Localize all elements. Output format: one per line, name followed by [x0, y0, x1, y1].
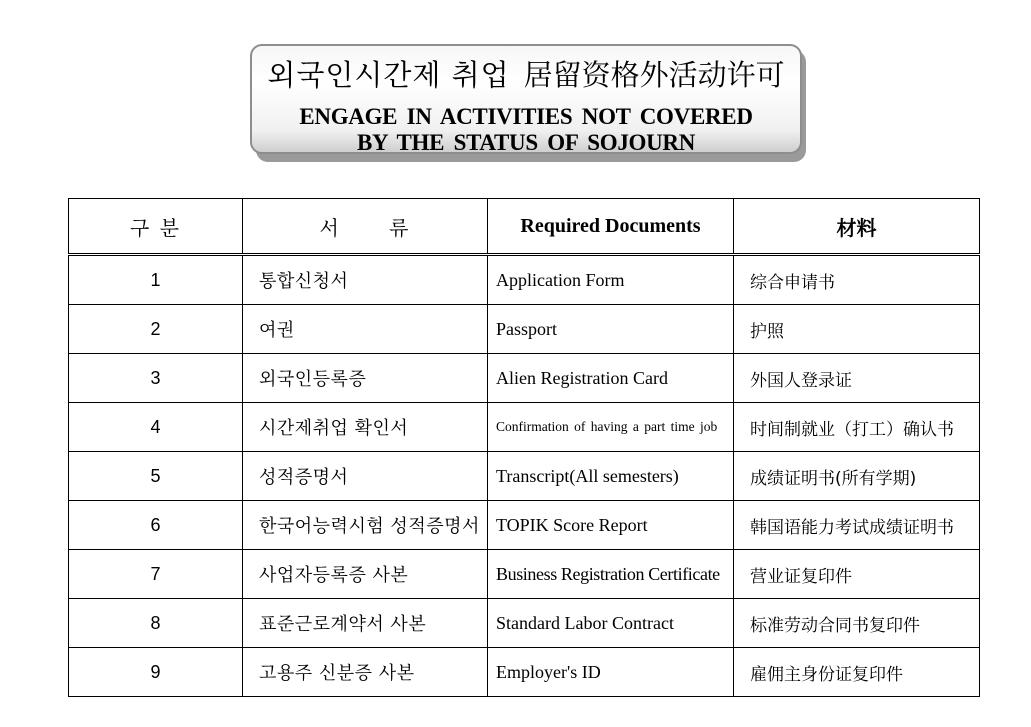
row-document-english: Application Form	[488, 255, 734, 305]
banner-title-row	[252, 56, 800, 94]
row-document-english: Passport	[488, 305, 734, 354]
row-document-chinese: 成绩证明书(所有学期)	[734, 452, 980, 501]
row-document-english: Standard Labor Contract	[488, 599, 734, 648]
row-document-chinese: 标准劳动合同书复印件	[734, 599, 980, 648]
table-row	[69, 452, 980, 501]
header-documents-korean: 서 류	[243, 199, 488, 255]
row-document-english: TOPIK Score Report	[488, 501, 734, 550]
table-row	[69, 648, 980, 697]
row-document-korean: 시간제취업 확인서	[243, 403, 488, 452]
row-document-korean: 외국인등록증	[243, 354, 488, 403]
header-number: 구 분	[69, 199, 243, 255]
row-document-korean: 고용주 신분증 사본	[243, 648, 488, 697]
banner-title-chinese: 居留资格外活动许可	[523, 58, 785, 92]
row-number: 8	[69, 599, 243, 648]
table-row	[69, 599, 980, 648]
row-document-chinese: 时间制就业（打工）确认书	[734, 403, 980, 452]
row-number: 7	[69, 550, 243, 599]
table-row	[69, 403, 980, 452]
table-header-row	[69, 199, 980, 255]
required-documents-table	[68, 198, 980, 697]
row-document-korean: 성적증명서	[243, 452, 488, 501]
row-document-chinese: 营业证复印件	[734, 550, 980, 599]
title-banner	[250, 44, 802, 154]
row-document-korean: 표준근로계약서 사본	[243, 599, 488, 648]
row-document-chinese: 韩国语能力考试成绩证明书	[734, 501, 980, 550]
row-document-korean: 한국어능력시험 성적증명서	[243, 501, 488, 550]
row-number: 5	[69, 452, 243, 501]
row-document-english: Alien Registration Card	[488, 354, 734, 403]
row-number: 9	[69, 648, 243, 697]
row-document-chinese: 综合申请书	[734, 255, 980, 305]
table-row	[69, 255, 980, 305]
row-document-korean: 통합신청서	[243, 255, 488, 305]
table-row	[69, 305, 980, 354]
row-document-english: Confirmation of having a part time job	[488, 403, 734, 452]
row-document-chinese: 雇佣主身份证复印件	[734, 648, 980, 697]
row-document-korean: 여권	[243, 305, 488, 354]
table-row	[69, 501, 980, 550]
table-row	[69, 550, 980, 599]
row-number: 3	[69, 354, 243, 403]
row-document-chinese: 外国人登录证	[734, 354, 980, 403]
banner-title-english: ENGAGE IN ACTIVITIES NOT COVERED BY THE STATUS OF SOJOURN	[299, 104, 753, 155]
row-number: 2	[69, 305, 243, 354]
header-documents-english: Required Documents	[488, 199, 734, 255]
row-document-korean: 사업자등록증 사본	[243, 550, 488, 599]
row-document-chinese: 护照	[734, 305, 980, 354]
row-number: 1	[69, 255, 243, 305]
row-document-english: Transcript(All semesters)	[488, 452, 734, 501]
banner-title-korean: 외국인시간제 취업	[267, 58, 510, 92]
row-document-english: Business Registration Certificate	[488, 550, 734, 599]
row-number: 4	[69, 403, 243, 452]
table-row	[69, 354, 980, 403]
row-document-english: Employer's ID	[488, 648, 734, 697]
row-number: 6	[69, 501, 243, 550]
header-documents-chinese: 材料	[734, 199, 980, 255]
